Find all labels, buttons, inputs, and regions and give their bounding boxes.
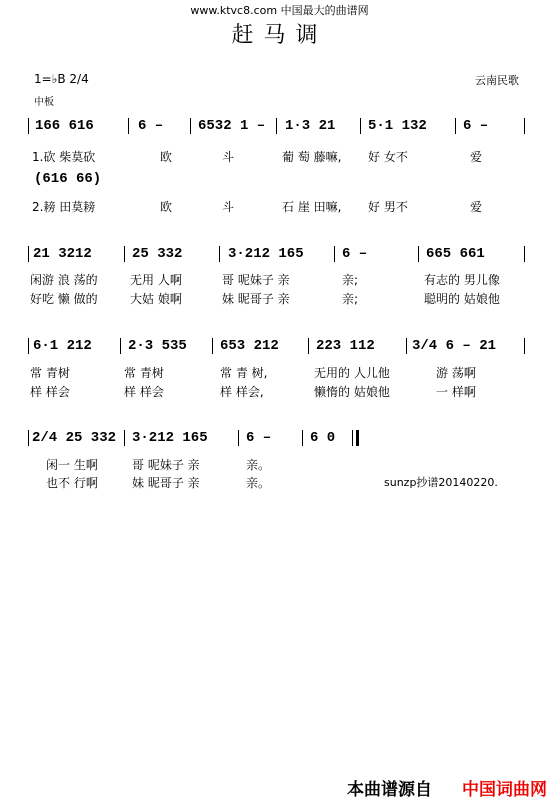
measure: 6 – — [463, 118, 489, 134]
measure: 2/4 25 332 — [32, 430, 117, 446]
lyric: 好 男不 — [368, 200, 408, 214]
lyric: 欧 — [160, 200, 173, 214]
lyric: 懒惰的 姑娘他 — [314, 385, 390, 399]
lyric: 亲。 — [246, 476, 271, 490]
measure: 3·212 165 — [228, 246, 304, 262]
measure: 6 0 — [310, 430, 336, 446]
measure: 21 3212 — [33, 246, 92, 262]
lyric: 无用的 人儿他 — [314, 366, 390, 380]
measure: 2·3 535 — [128, 338, 187, 354]
lyric: 大姑 娘啊 — [130, 292, 182, 306]
lyric: 斗 — [222, 150, 235, 164]
lyric: 哥 呢妹子 亲 — [222, 273, 290, 287]
lyric: 妹 昵哥子 亲 — [132, 476, 200, 490]
key-signature: 1=♭B 2/4 — [34, 72, 89, 86]
measure: 665 661 — [426, 246, 485, 262]
lyric: 亲; — [342, 292, 359, 306]
measure: 6·1 212 — [33, 338, 92, 354]
lyric: 爱 — [470, 200, 483, 214]
lyric: 常 青 树, — [220, 366, 268, 380]
lyric: 妹 昵哥子 亲 — [222, 292, 290, 306]
lyric: 石 崖 田嘛, — [282, 200, 342, 214]
lyric: 亲; — [342, 273, 359, 287]
lyric: 样 样会 — [30, 385, 70, 399]
lyric: 葡 萄 藤嘛, — [282, 150, 342, 164]
lyric: 无用 人啊 — [130, 273, 182, 287]
site-banner: www.ktvc8.com 中国最大的曲谱网 — [190, 4, 369, 17]
song-title: 赶马调 — [231, 23, 328, 48]
measure: 166 616 — [35, 118, 94, 134]
footer-source-label: 本曲谱源自 — [347, 780, 432, 800]
lyric: 有志的 男儿像 — [424, 273, 500, 287]
lyric: 欧 — [160, 150, 173, 164]
measure: 6532 1 – — [198, 118, 266, 134]
lyric: 也不 行啊 — [46, 476, 98, 490]
lyric: 闲一 生啊 — [46, 458, 98, 472]
song-origin: 云南民歌 — [475, 74, 519, 87]
measure: 5·1 132 — [368, 118, 427, 134]
lyric: 一 样啊 — [436, 385, 476, 399]
measure: 6 – — [138, 118, 164, 134]
measure: 3·212 165 — [132, 430, 208, 446]
transcriber-credit: sunzp抄谱20140220. — [384, 476, 498, 489]
measure: 1·3 21 — [285, 118, 336, 134]
measure: 3/4 6 – 21 — [412, 338, 497, 354]
tempo-marking: 中板 — [34, 97, 54, 108]
measure: 653 212 — [220, 338, 279, 354]
lyric: 斗 — [222, 200, 235, 214]
measure: 25 332 — [132, 246, 183, 262]
lyric: 好吃 懒 做的 — [30, 292, 98, 306]
measure: 223 112 — [316, 338, 375, 354]
lyric: 亲。 — [246, 458, 271, 472]
footer-site-link[interactable]: 中国词曲网 — [462, 780, 547, 800]
lyric: 样 样会 — [124, 385, 164, 399]
lyric: 聪明的 姑娘他 — [424, 292, 500, 306]
lyric: 1.砍 柴莫砍 — [32, 150, 96, 164]
lyric: 游 荡啊 — [436, 366, 476, 380]
measure: 6 – — [246, 430, 272, 446]
lyric: 2.耪 田莫耪 — [32, 200, 96, 214]
lyric: 常 青树 — [30, 366, 70, 380]
lyric: 哥 呢妹子 亲 — [132, 458, 200, 472]
lyric: 好 女不 — [368, 150, 408, 164]
lyric: 常 青树 — [124, 366, 164, 380]
alt-notes: (616 66) — [34, 171, 102, 187]
lyric: 爱 — [470, 150, 483, 164]
measure: 6 – — [342, 246, 368, 262]
lyric: 样 样会, — [220, 385, 264, 399]
lyric: 闲游 浪 荡的 — [30, 273, 98, 287]
